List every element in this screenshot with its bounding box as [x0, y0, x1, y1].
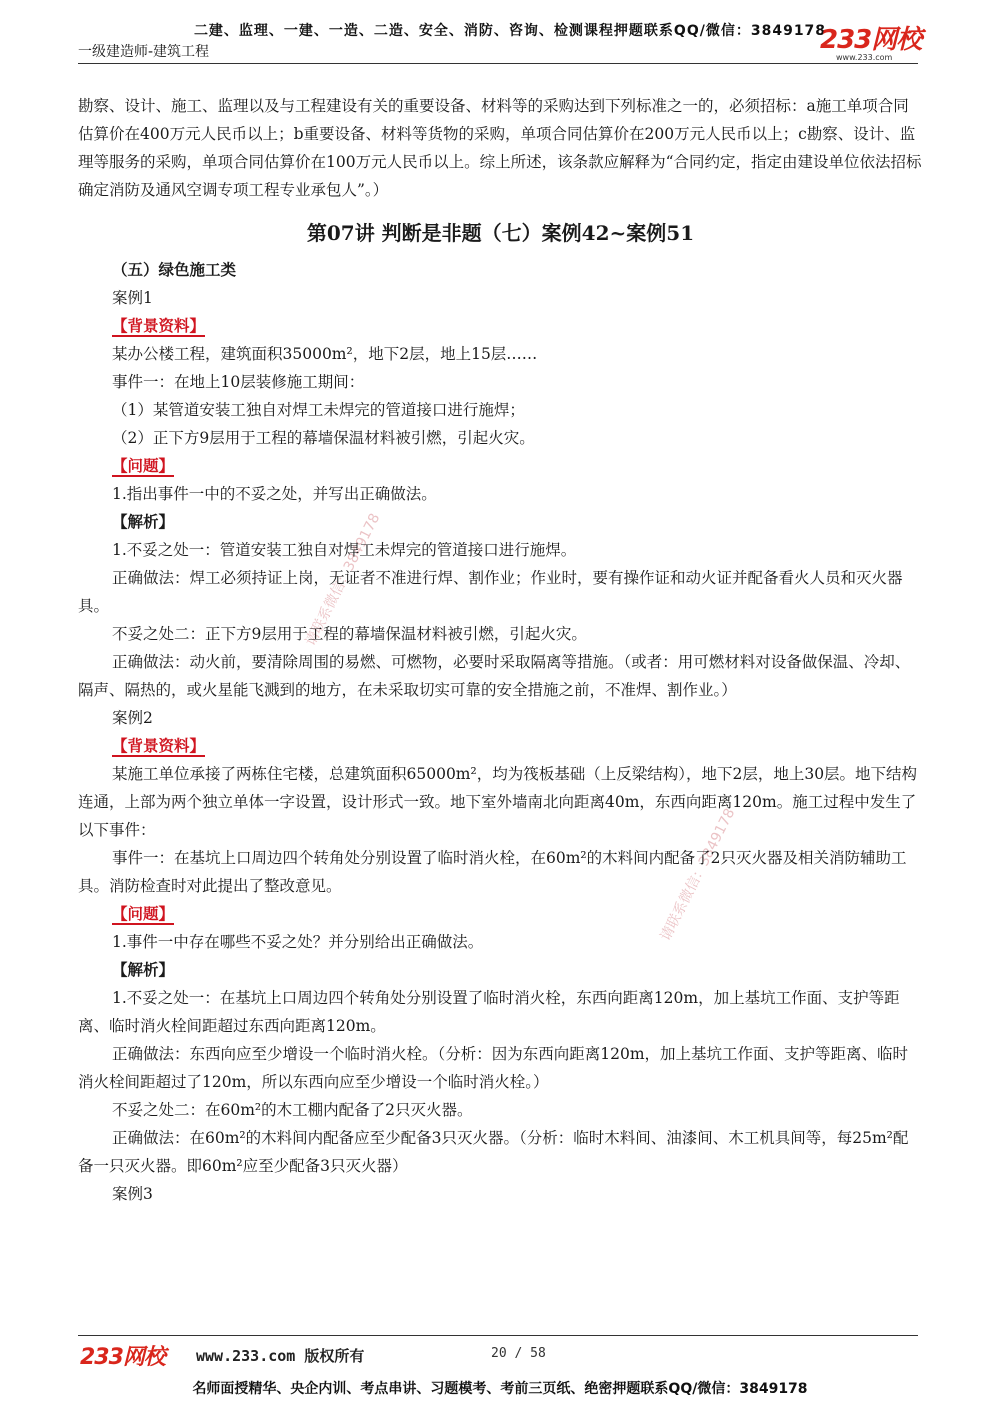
- footer-logo: 233网校: [80, 1345, 165, 1370]
- intro-paragraph: 勘察、设计、施工、监理以及与工程建设有关的重要设备、材料等的采购达到下列标准之一的，必须招标：a施工单项合同估算价在400万元人民币以上；b重要设备、材料等货物的采购，单项合同估算价在200万元人民币以上；c勘察、设计、监理等服务的采购，单项合同估算价在100万元人民币以上。综上所述，该条款应解释为“合同约定，指定由建设单位依法招标确定消防及通风空调专项工程专业承包人”。）: [78, 97, 922, 199]
- analysis-paragraph: 不妥之处二：正下方9层用于工程的幕墙保温材料被引燃，引起火灾。: [112, 625, 587, 643]
- brand-logo-text: 233网校: [820, 25, 922, 55]
- document-body: [78, 92, 923, 1208]
- header-subtitle: 一级建造师-建筑工程: [78, 44, 210, 60]
- watermark: 请联系微信：3849178: [657, 805, 739, 944]
- background-tag: 【背景资料】: [112, 316, 206, 335]
- footer-promo-line: 名师面授精华、央企内训、考点串讲、习题模考、考前三页纸、绝密押题联系QQ/微信：3849178: [192, 1381, 808, 1397]
- header-divider: [78, 63, 918, 64]
- case-label: 案例3: [112, 1185, 153, 1203]
- case-label: 案例1: [112, 289, 153, 307]
- case-label: 案例2: [112, 709, 153, 727]
- header-promo-line: 二建、监理、一建、一造、二造、安全、消防、咨询、检测课程押题联系QQ/微信：3849178: [193, 23, 827, 39]
- case-text-line: 事件一：在基坑上口周边四个转角处分别设置了临时消火栓，在60m²的木料间内配备了2只灭火器及相关消防辅助工具。消防检查时对此提出了整改意见。: [78, 849, 907, 895]
- question-text: 1.指出事件一中的不妥之处，并写出正确做法。: [112, 485, 437, 503]
- page-number: 20 / 58: [491, 1346, 546, 1361]
- analysis-tag: 【解析】: [112, 512, 175, 531]
- analysis-tag: 【解析】: [112, 960, 175, 979]
- analysis-paragraph: 正确做法：东西向应至少增设一个临时消火栓。（分析：因为东西向距离120m，加上基坑工作面、支护等距离、临时消火栓间距超过了120m，所以东西向应至少增设一个临时消火栓。）: [78, 1045, 909, 1091]
- analysis-paragraph: 正确做法：焊工必须持证上岗，无证者不准进行焊、割作业；作业时，要有操作证和动火证并配备看火人员和灭火器具。: [78, 569, 903, 615]
- case-text-line: （2）正下方9层用于工程的幕墙保温材料被引燃，引起火灾。: [112, 429, 535, 447]
- question-text: 1.事件一中存在哪些不妥之处？并分别给出正确做法。: [112, 933, 484, 951]
- analysis-paragraph: 1.不妥之处一：管道安装工独自对焊工未焊完的管道接口进行施焊。: [112, 541, 577, 559]
- brand-logo-url: www.233.com: [836, 53, 893, 62]
- case-text-line: （1）某管道安装工独自对焊工未焊完的管道接口进行施焊；: [112, 401, 525, 419]
- section-title: （五）绿色施工类: [112, 260, 237, 279]
- case-text-line: 某施工单位承接了两栋住宅楼，总建筑面积65000m²，均为筏板基础（上反梁结构），地下2层，地上30层。地下结构连通，上部为两个独立单体一字设置，设计形式一致。地下室外墙南北向距离40m，东西向距离120m。施工过程中发生了以下事件：: [78, 765, 918, 839]
- analysis-paragraph: 正确做法：动火前，要清除周围的易燃、可燃物，必要时采取隔离等措施。（或者：用可燃材料对设备做保温、冷却、隔声、隔热的，或火星能飞溅到的地方，在未采取切实可靠的安全措施之前，不准焊、割作业。）: [78, 653, 911, 699]
- case-text-line: 事件一：在地上10层装修施工期间：: [112, 373, 365, 391]
- brand-logo: [820, 27, 930, 67]
- watermark: 请联系微信：3849178: [302, 510, 384, 649]
- analysis-paragraph: 1.不妥之处一：在基坑上口周边四个转角处分别设置了临时消火栓，东西向距离120m，加上基坑工作面、支护等距离、临时消火栓间距超过东西向距离120m。: [78, 989, 900, 1035]
- footer-divider: [78, 1335, 918, 1336]
- question-tag: 【问题】: [112, 456, 175, 475]
- case-text-line: 某办公楼工程，建筑面积35000m²，地下2层，地上15层……: [112, 345, 538, 363]
- footer-copyright: www.233.com 版权所有: [196, 1347, 365, 1365]
- background-tag: 【背景资料】: [112, 736, 206, 755]
- lecture-title: 第07讲 判断是非题（七）案例42~案例51: [306, 221, 695, 245]
- analysis-paragraph: 不妥之处二：在60m²的木工棚内配备了2只灭火器。: [112, 1101, 473, 1119]
- analysis-paragraph: 正确做法：在60m²的木料间内配备应至少配备3只灭火器。（分析：临时木料间、油漆间、木工机具间等，每25m²配备一只灭火器。即60m²应至少配备3只灭火器）: [78, 1129, 909, 1175]
- question-tag: 【问题】: [112, 904, 175, 923]
